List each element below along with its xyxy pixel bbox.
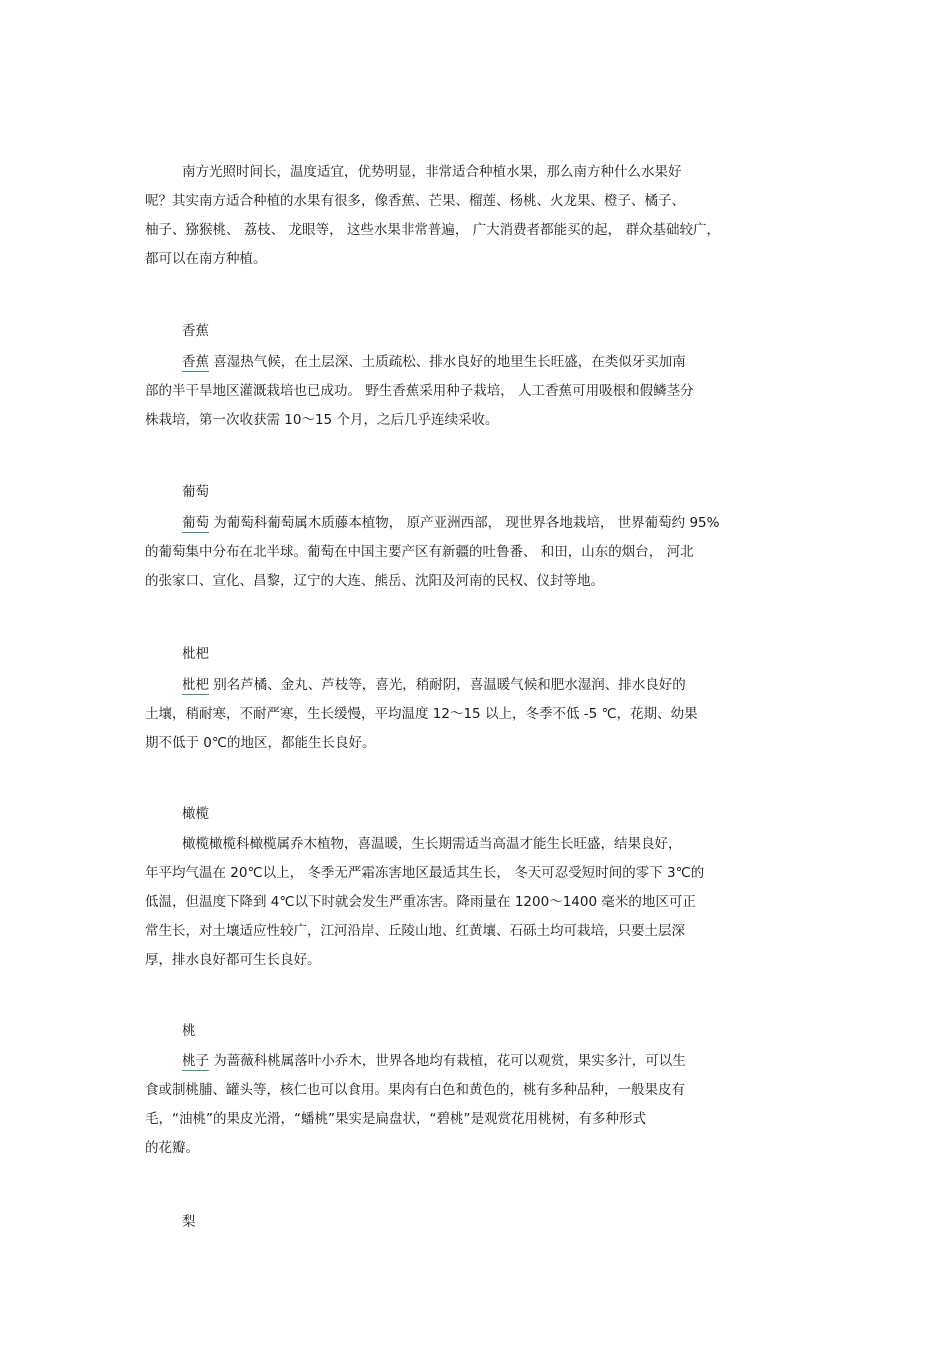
section-line: 期不低于 0℃的地区，都能生长良好。: [145, 735, 376, 751]
section-first-line: [182, 1052, 686, 1070]
term-link-banana[interactable]: 香蕉: [182, 354, 209, 370]
section-first-text: 为葡萄科葡萄属木质藤本植物， 原产亚洲西部， 现世界各地栽培， 世界葡萄约 95%: [213, 515, 720, 531]
section-line: 土壤，稍耐寒，不耐严寒，生长缓慢，平均温度 12～15 以上，冬季不低 -5 ℃，花期、幼果: [145, 706, 698, 722]
section-line: 株栽培，第一次收获需 10～15 个月，之后几乎连续采收。: [145, 412, 499, 428]
section-first-text: 喜湿热气候，在土层深、土质疏松、排水良好的地里生长旺盛，在类似牙买加南: [213, 354, 686, 370]
section-heading-pear: 梨: [182, 1214, 196, 1230]
section-line: 部的半干旱地区灌溉栽培也已成功。 野生香蕉采用种子栽培， 人工香蕉可用吸根和假鳞茎分: [145, 383, 694, 399]
section-heading-olive: 橄榄: [182, 806, 209, 822]
section-line: 毛，“油桃”的果皮光滑，“蟠桃”果实是扁盘状，“碧桃”是观赏花用桃树，有多种形式: [145, 1111, 646, 1127]
term-link-loquat[interactable]: 枇杷: [182, 677, 209, 693]
section-line: 年平均气温在 20℃以上， 冬季无严霜冻害地区最适其生长， 冬天可忍受短时间的零下 3℃的: [145, 865, 705, 881]
section-heading-peach: 桃: [182, 1023, 196, 1039]
section-line: 常生长，对土壤适应性较广，江河沿岸、丘陵山地、红黄壤、石砾土均可栽培，只要土层深: [145, 923, 685, 939]
section-line: 的葡萄集中分布在北半球。葡萄在中国主要产区有新疆的吐鲁番、 和田，山东的烟台， 河北: [145, 544, 694, 560]
intro-line: 都可以在南方种植。: [145, 251, 267, 267]
section-first-line: [182, 676, 686, 694]
section-line: 厚，排水良好都可生长良好。: [145, 952, 321, 968]
section-heading-banana: 香蕉: [182, 323, 209, 339]
section-first-line: [182, 353, 686, 371]
section-line: 食或制桃脯、罐头等，核仁也可以食用。果肉有白色和黄色的，桃有多种品种，一般果皮有: [145, 1082, 685, 1098]
intro-line: 柚子、猕猴桃、 荔枝、 龙眼等， 这些水果非常普遍， 广大消费者都能买的起， 群众基础较广，: [145, 222, 720, 238]
section-first-text: 为蔷薇科桃属落叶小乔木，世界各地均有栽植，花可以观赏，果实多汁，可以生: [213, 1053, 686, 1069]
section-line: 的花瓣。: [145, 1140, 199, 1156]
section-first-text: 别名芦橘、金丸、芦枝等，喜光，稍耐阴，喜温暖气候和肥水湿润、排水良好的: [213, 677, 686, 693]
section-line: 的张家口、宣化、昌黎，辽宁的大连、熊岳、沈阳及河南的民权、仪封等地。: [145, 573, 604, 589]
section-heading-loquat: 枇杷: [182, 646, 209, 662]
section-first-line: [182, 514, 719, 532]
term-link-grape[interactable]: 葡萄: [182, 515, 209, 531]
section-first-line: 橄榄橄榄科橄榄属乔木植物，喜温暖，生长期需适当高温才能生长旺盛，结果良好，: [182, 836, 682, 852]
section-heading-grape: 葡萄: [182, 484, 209, 500]
term-link-peach[interactable]: 桃子: [182, 1053, 209, 1069]
section-line: 低温，但温度下降到 4℃以下时就会发生严重冻害。降雨量在 1200～1400 毫米的地区可正: [145, 894, 696, 910]
intro-line: 呢？其实南方适合种植的水果有很多，像香蕉、芒果、榴莲、杨桃、火龙果、橙子、橘子、: [145, 193, 685, 209]
intro-line: 南方光照时间长，温度适宜，优势明显，非常适合种植水果，那么南方种什么水果好: [182, 164, 682, 180]
